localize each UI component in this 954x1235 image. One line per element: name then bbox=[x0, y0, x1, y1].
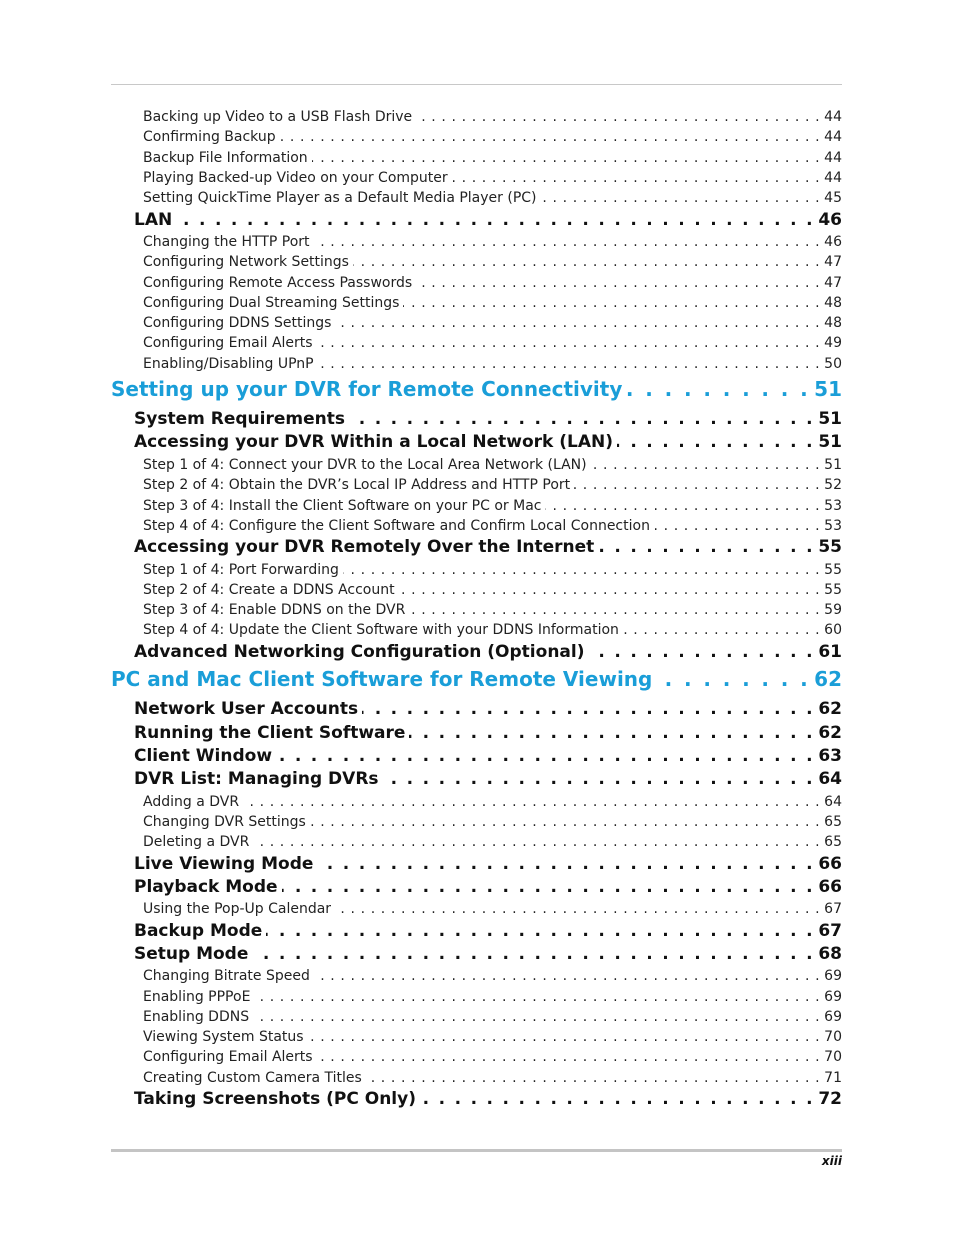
dot-leader bbox=[366, 1068, 820, 1088]
dot-leader bbox=[420, 1088, 814, 1111]
toc-section[interactable] bbox=[134, 853, 842, 876]
toc-entry-page: 63 bbox=[818, 746, 842, 766]
toc-entry-title: Configuring Network Settings bbox=[143, 254, 349, 270]
dot-leader bbox=[626, 375, 810, 403]
dot-leader bbox=[654, 516, 820, 536]
toc-entry-page: 59 bbox=[824, 602, 842, 618]
toc-entry-page: 55 bbox=[824, 562, 842, 578]
toc-entry-page: 67 bbox=[818, 921, 842, 941]
toc-subsection[interactable] bbox=[143, 333, 842, 353]
dot-leader bbox=[317, 853, 814, 876]
toc-subsection[interactable] bbox=[143, 580, 842, 600]
toc-entry-title: PC and Mac Client Software for Remote Viewing bbox=[111, 667, 653, 691]
dot-leader bbox=[317, 333, 821, 353]
toc-entry-page: 69 bbox=[824, 1009, 842, 1025]
toc-entry-title: Backing up Video to a USB Flash Drive bbox=[143, 109, 413, 125]
toc-section[interactable] bbox=[134, 876, 842, 899]
dot-leader bbox=[314, 232, 821, 252]
dot-leader bbox=[318, 354, 821, 374]
toc-entry-page: 71 bbox=[824, 1070, 842, 1086]
toc-section[interactable] bbox=[134, 722, 842, 745]
dot-leader bbox=[253, 1007, 820, 1027]
toc-entry-title: Configuring Dual Streaming Settings bbox=[143, 295, 400, 311]
dot-leader bbox=[362, 698, 814, 721]
toc-entry-page: 52 bbox=[824, 477, 842, 493]
toc-entry-title: Changing DVR Settings bbox=[143, 814, 306, 830]
toc-entry-page: 48 bbox=[824, 295, 842, 311]
toc-subsection[interactable] bbox=[143, 188, 842, 208]
dot-leader bbox=[254, 987, 820, 1007]
toc-entry-page: 65 bbox=[824, 834, 842, 850]
toc-entry-page: 45 bbox=[824, 190, 842, 206]
toc-entry-title: Accessing your DVR Within a Local Network (LAN) bbox=[134, 432, 614, 452]
dot-leader bbox=[276, 745, 814, 768]
dot-leader bbox=[416, 273, 820, 293]
toc-entry-page: 69 bbox=[824, 989, 842, 1005]
dot-leader bbox=[416, 107, 820, 127]
toc-entry-page: 55 bbox=[818, 537, 842, 557]
toc-section[interactable] bbox=[134, 943, 842, 966]
toc-entry-title: Network User Accounts bbox=[134, 699, 359, 719]
toc-entry-page: 44 bbox=[824, 170, 842, 186]
toc-subsection[interactable] bbox=[143, 455, 842, 475]
dot-leader bbox=[335, 313, 820, 333]
toc-entry-page: 51 bbox=[818, 409, 842, 429]
toc-chapter[interactable] bbox=[111, 665, 842, 693]
dot-leader bbox=[591, 455, 821, 475]
toc-entry-title: Accessing your DVR Remotely Over the Internet bbox=[134, 537, 595, 557]
dot-leader bbox=[314, 966, 820, 986]
toc-subsection[interactable] bbox=[143, 273, 842, 293]
toc-subsection[interactable] bbox=[143, 620, 842, 640]
dot-leader bbox=[252, 943, 814, 966]
toc-section[interactable] bbox=[134, 641, 842, 664]
dot-leader bbox=[452, 168, 821, 188]
toc-entry-title: Playback Mode bbox=[134, 877, 278, 897]
toc-entry-title: Taking Screenshots (PC Only) bbox=[134, 1089, 416, 1109]
toc-chapter[interactable] bbox=[111, 375, 842, 403]
toc-entry-page: 46 bbox=[818, 210, 842, 230]
toc-entry-title: Creating Custom Camera Titles bbox=[143, 1070, 362, 1086]
toc-entry-title: Step 3 of 4: Install the Client Software on your PC or Mac bbox=[143, 498, 542, 514]
toc-entry-title: Live Viewing Mode bbox=[134, 854, 314, 874]
toc-subsection[interactable] bbox=[143, 1068, 842, 1088]
dot-leader bbox=[409, 600, 820, 620]
dot-leader bbox=[574, 475, 820, 495]
dot-leader bbox=[617, 431, 814, 454]
toc-entry-title: Playing Backed-up Video on your Computer bbox=[143, 170, 448, 186]
toc-entry-page: 47 bbox=[824, 275, 842, 291]
toc-entry-page: 64 bbox=[824, 794, 842, 810]
toc-entry-title: Setting up your DVR for Remote Connectivity bbox=[111, 377, 623, 401]
toc-entry-page: 51 bbox=[818, 432, 842, 452]
toc-subsection[interactable] bbox=[143, 475, 842, 495]
toc-subsection[interactable] bbox=[143, 232, 842, 252]
toc-section[interactable] bbox=[134, 745, 842, 768]
toc-entry-title: Configuring Email Alerts bbox=[143, 335, 313, 351]
toc-section[interactable] bbox=[134, 1088, 842, 1111]
toc-entry-page: 70 bbox=[824, 1049, 842, 1065]
toc-entry-page: 49 bbox=[824, 335, 842, 351]
toc-entry-title: Setting QuickTime Player as a Default Media Player (PC) bbox=[143, 190, 537, 206]
toc-entry-title: Changing the HTTP Port bbox=[143, 234, 310, 250]
toc-entry-title: Step 3 of 4: Enable DDNS on the DVR bbox=[143, 602, 406, 618]
toc-entry-page: 51 bbox=[824, 457, 842, 473]
toc-entry-title: Step 2 of 4: Create a DDNS Account bbox=[143, 582, 395, 598]
dot-leader bbox=[409, 722, 814, 745]
toc-entry-title: DVR List: Managing DVRs bbox=[134, 769, 379, 789]
dot-leader bbox=[253, 832, 820, 852]
toc-entry-page: 62 bbox=[814, 667, 842, 691]
dot-leader bbox=[243, 792, 820, 812]
toc-subsection[interactable] bbox=[143, 1047, 842, 1067]
toc-subsection[interactable] bbox=[143, 832, 842, 852]
toc-entry-page: 66 bbox=[818, 854, 842, 874]
page-number: xiii bbox=[821, 1154, 842, 1168]
toc-entry-page: 67 bbox=[824, 901, 842, 917]
toc-entry-title: Step 4 of 4: Update the Client Software with your DDNS Information bbox=[143, 622, 619, 638]
toc-entry-page: 44 bbox=[824, 150, 842, 166]
toc-entry-page: 47 bbox=[824, 254, 842, 270]
toc-entry-page: 51 bbox=[814, 377, 842, 401]
toc-section[interactable] bbox=[134, 536, 842, 559]
dot-leader bbox=[399, 580, 821, 600]
toc-entry-title: Enabling/Disabling UPnP bbox=[143, 356, 314, 372]
dot-leader bbox=[343, 560, 820, 580]
toc-section[interactable] bbox=[134, 209, 842, 232]
toc-entry-page: 62 bbox=[818, 723, 842, 743]
toc-entry-page: 44 bbox=[824, 109, 842, 125]
toc-entry-page: 62 bbox=[818, 699, 842, 719]
dot-leader bbox=[310, 812, 820, 832]
toc-subsection[interactable] bbox=[143, 899, 842, 919]
toc-entry-page: 46 bbox=[824, 234, 842, 250]
toc-entry-title: Deleting a DVR bbox=[143, 834, 250, 850]
toc-subsection[interactable] bbox=[143, 293, 842, 313]
toc-entry-title: Running the Client Software bbox=[134, 723, 406, 743]
toc-entry-title: Step 4 of 4: Configure the Client Software and Confirm Local Connection bbox=[143, 518, 650, 534]
footer-rule bbox=[111, 1149, 842, 1152]
toc-section[interactable] bbox=[134, 768, 842, 791]
toc-section[interactable] bbox=[134, 920, 842, 943]
dot-leader bbox=[588, 641, 814, 664]
toc-entry-page: 50 bbox=[824, 356, 842, 372]
toc-entry-title: Using the Pop-Up Calendar bbox=[143, 901, 332, 917]
dot-leader bbox=[541, 188, 821, 208]
toc-subsection[interactable] bbox=[143, 354, 842, 374]
toc-entry-title: Client Window bbox=[134, 746, 273, 766]
toc-subsection[interactable] bbox=[143, 148, 842, 168]
toc-subsection[interactable] bbox=[143, 516, 842, 536]
dot-leader bbox=[656, 665, 810, 693]
toc-entry-page: 66 bbox=[818, 877, 842, 897]
toc-subsection[interactable] bbox=[143, 966, 842, 986]
toc-entry-page: 53 bbox=[824, 498, 842, 514]
toc-entry-title: Enabling PPPoE bbox=[143, 989, 251, 1005]
header-rule bbox=[111, 84, 842, 85]
toc-entry-page: 65 bbox=[824, 814, 842, 830]
toc-subsection[interactable] bbox=[143, 107, 842, 127]
dot-leader bbox=[598, 536, 814, 559]
toc-entry-title: Changing Bitrate Speed bbox=[143, 968, 310, 984]
toc-entry-page: 48 bbox=[824, 315, 842, 331]
toc-entry-page: 70 bbox=[824, 1029, 842, 1045]
toc-subsection[interactable] bbox=[143, 560, 842, 580]
toc-entry-page: 72 bbox=[818, 1089, 842, 1109]
toc-entry-page: 44 bbox=[824, 129, 842, 145]
toc-entry-title: Configuring Email Alerts bbox=[143, 1049, 313, 1065]
toc-entry-page: 68 bbox=[818, 944, 842, 964]
dot-leader bbox=[353, 252, 820, 272]
toc-subsection[interactable] bbox=[143, 987, 842, 1007]
toc-entry-title: Viewing System Status bbox=[143, 1029, 304, 1045]
toc-subsection[interactable] bbox=[143, 812, 842, 832]
toc-section[interactable] bbox=[134, 408, 842, 431]
toc-entry-title: Step 1 of 4: Connect your DVR to the Local Area Network (LAN) bbox=[143, 457, 587, 473]
toc-entry-title: Backup File Information bbox=[143, 150, 308, 166]
toc-subsection[interactable] bbox=[143, 127, 842, 147]
dot-leader bbox=[317, 1047, 821, 1067]
toc-subsection[interactable] bbox=[143, 1007, 842, 1027]
toc-subsection[interactable] bbox=[143, 168, 842, 188]
toc-entry-title: Adding a DVR bbox=[143, 794, 240, 810]
dot-leader bbox=[280, 127, 821, 147]
dot-leader bbox=[349, 408, 814, 431]
toc-entry-page: 69 bbox=[824, 968, 842, 984]
toc-entry-page: 55 bbox=[824, 582, 842, 598]
dot-leader bbox=[403, 293, 820, 313]
toc-entry-title: Configuring DDNS Settings bbox=[143, 315, 332, 331]
toc-entry-title: Step 2 of 4: Obtain the DVR’s Local IP Address and HTTP Port bbox=[143, 477, 571, 493]
dot-leader bbox=[176, 209, 814, 232]
dot-leader bbox=[545, 496, 820, 516]
toc-subsection[interactable] bbox=[143, 1027, 842, 1047]
toc-subsection[interactable] bbox=[143, 792, 842, 812]
toc-entry-page: 60 bbox=[824, 622, 842, 638]
dot-leader bbox=[266, 920, 814, 943]
toc-entry-title: Configuring Remote Access Passwords bbox=[143, 275, 413, 291]
toc-subsection[interactable] bbox=[143, 313, 842, 333]
toc-entry-page: 64 bbox=[818, 769, 842, 789]
toc-entry-title: Enabling DDNS bbox=[143, 1009, 250, 1025]
toc-entry-title: Advanced Networking Configuration (Optional) bbox=[134, 642, 585, 662]
toc-entry-title: Confirming Backup bbox=[143, 129, 276, 145]
toc-entry-page: 61 bbox=[818, 642, 842, 662]
dot-leader bbox=[282, 876, 815, 899]
toc-section[interactable] bbox=[134, 698, 842, 721]
toc-subsection[interactable] bbox=[143, 252, 842, 272]
toc-section[interactable] bbox=[134, 431, 842, 454]
toc-entry-title: System Requirements bbox=[134, 409, 345, 429]
toc-subsection[interactable] bbox=[143, 496, 842, 516]
dot-leader bbox=[623, 620, 820, 640]
toc-entry-title: LAN bbox=[134, 210, 173, 230]
dot-leader bbox=[312, 148, 820, 168]
toc-entry-title: Step 1 of 4: Port Forwarding bbox=[143, 562, 339, 578]
toc-entry-title: Setup Mode bbox=[134, 944, 249, 964]
dot-leader bbox=[383, 768, 815, 791]
dot-leader bbox=[308, 1027, 821, 1047]
toc-subsection[interactable] bbox=[143, 600, 842, 620]
toc-entry-page: 53 bbox=[824, 518, 842, 534]
toc-entry-title: Backup Mode bbox=[134, 921, 263, 941]
dot-leader bbox=[335, 899, 820, 919]
